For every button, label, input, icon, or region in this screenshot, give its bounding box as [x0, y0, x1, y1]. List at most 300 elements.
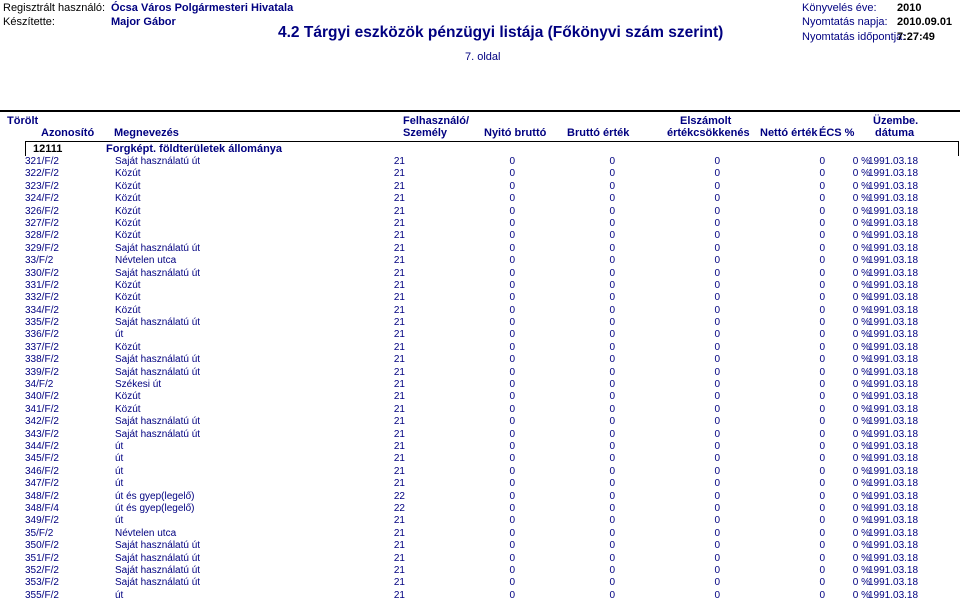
asset-opening-gross: 0: [509, 242, 515, 254]
asset-net: 0: [819, 564, 825, 576]
asset-depreciation: 0: [714, 552, 720, 564]
asset-user: 21: [393, 440, 405, 452]
table-row: [25, 404, 960, 416]
asset-name: Saját használatú út: [115, 156, 201, 167]
group-header: [25, 141, 959, 156]
asset-gross: 0: [609, 217, 615, 229]
table-row: [25, 268, 960, 280]
asset-id: 353/F/2: [25, 577, 59, 589]
col-ecs: ÉCS %: [819, 127, 855, 139]
asset-net: 0: [819, 180, 825, 192]
asset-user: 21: [393, 242, 405, 254]
asset-user: 21: [393, 156, 405, 167]
author-label: Készítette:: [3, 16, 55, 28]
asset-ecs-percent: 0 %: [852, 440, 870, 452]
asset-net: 0: [819, 552, 825, 564]
asset-start-date: 1991.03.18: [868, 440, 919, 452]
asset-depreciation: 0: [714, 329, 720, 341]
asset-id: 330/F/2: [25, 267, 59, 279]
asset-id: 329/F/2: [25, 242, 59, 254]
asset-user: 21: [393, 515, 405, 527]
asset-net: 0: [819, 317, 825, 329]
asset-gross: 0: [609, 416, 615, 428]
asset-id: 343/F/2: [25, 428, 59, 440]
col-deleted: Törölt: [7, 115, 39, 127]
asset-user: 21: [393, 354, 405, 366]
table-row: [25, 193, 960, 205]
asset-gross: 0: [609, 242, 615, 254]
asset-name: Közút: [115, 292, 141, 304]
asset-opening-gross: 0: [509, 552, 515, 564]
asset-start-date: 1991.03.18: [868, 292, 919, 304]
asset-opening-gross: 0: [509, 428, 515, 440]
asset-depreciation: 0: [714, 205, 720, 217]
asset-name: Saját használatú út: [115, 317, 201, 329]
asset-user: 22: [393, 490, 405, 502]
asset-net: 0: [819, 242, 825, 254]
asset-start-date: 1991.03.18: [868, 354, 919, 366]
asset-gross: 0: [609, 440, 615, 452]
asset-name: Közút: [115, 168, 141, 180]
asset-depreciation: 0: [714, 403, 720, 415]
asset-start-date: 1991.03.18: [868, 577, 919, 589]
asset-depreciation: 0: [714, 416, 720, 428]
asset-start-date: 1991.03.18: [868, 453, 919, 465]
asset-gross: 0: [609, 564, 615, 576]
asset-user: 21: [393, 205, 405, 217]
asset-depreciation: 0: [714, 255, 720, 267]
asset-depreciation: 0: [714, 279, 720, 291]
asset-gross: 0: [609, 403, 615, 415]
asset-id: 350/F/2: [25, 540, 59, 552]
registered-user-label: Regisztrált használó:: [3, 2, 106, 14]
asset-gross: 0: [609, 577, 615, 589]
col-start-line2: dátuma: [875, 127, 915, 139]
asset-net: 0: [819, 515, 825, 527]
asset-ecs-percent: 0 %: [852, 267, 870, 279]
asset-opening-gross: 0: [509, 156, 515, 167]
table-row: [25, 156, 960, 168]
table-row: [25, 528, 960, 540]
asset-opening-gross: 0: [509, 341, 515, 353]
table-row: [25, 168, 960, 180]
asset-gross: 0: [609, 329, 615, 341]
asset-opening-gross: 0: [509, 267, 515, 279]
asset-name: Saját használatú út: [115, 577, 201, 589]
asset-ecs-percent: 0 %: [852, 540, 870, 552]
asset-depreciation: 0: [714, 515, 720, 527]
asset-name: Saját használatú út: [115, 540, 201, 552]
asset-depreciation: 0: [714, 540, 720, 552]
asset-opening-gross: 0: [509, 193, 515, 205]
asset-start-date: 1991.03.18: [868, 379, 919, 391]
asset-opening-gross: 0: [509, 354, 515, 366]
table-row: [25, 342, 960, 354]
asset-name: út: [115, 465, 124, 477]
asset-net: 0: [819, 379, 825, 391]
print-date-label: Nyomtatás napja:: [802, 16, 888, 28]
group-code: 12111: [33, 143, 63, 155]
asset-opening-gross: 0: [509, 230, 515, 242]
asset-user: 21: [393, 564, 405, 576]
table-row: [25, 280, 960, 292]
asset-net: 0: [819, 267, 825, 279]
asset-depreciation: 0: [714, 577, 720, 589]
asset-opening-gross: 0: [509, 577, 515, 589]
asset-name: út: [115, 329, 124, 341]
asset-ecs-percent: 0 %: [852, 465, 870, 477]
asset-ecs-percent: 0 %: [852, 403, 870, 415]
asset-opening-gross: 0: [509, 440, 515, 452]
col-net: Nettó érték: [760, 127, 818, 139]
asset-id: 324/F/2: [25, 193, 59, 205]
asset-depreciation: 0: [714, 168, 720, 180]
asset-ecs-percent: 0 %: [852, 366, 870, 378]
asset-id: 326/F/2: [25, 205, 59, 217]
asset-ecs-percent: 0 %: [852, 304, 870, 316]
table-row: [25, 317, 960, 329]
asset-gross: 0: [609, 267, 615, 279]
asset-net: 0: [819, 292, 825, 304]
asset-start-date: 1991.03.18: [868, 267, 919, 279]
asset-gross: 0: [609, 428, 615, 440]
table-row: [25, 540, 960, 552]
asset-start-date: 1991.03.18: [868, 217, 919, 229]
asset-id: 348/F/2: [25, 490, 59, 502]
col-gross: Bruttó érték: [567, 127, 630, 139]
asset-id: 347/F/2: [25, 478, 59, 490]
asset-ecs-percent: 0 %: [852, 490, 870, 502]
group-name: Forgképt. földterületek állománya: [106, 143, 283, 155]
asset-gross: 0: [609, 255, 615, 267]
asset-depreciation: 0: [714, 341, 720, 353]
asset-gross: 0: [609, 478, 615, 490]
asset-net: 0: [819, 193, 825, 205]
asset-user: 22: [393, 502, 405, 514]
asset-id: 349/F/2: [25, 515, 59, 527]
table-row: [25, 491, 960, 503]
asset-depreciation: 0: [714, 242, 720, 254]
asset-ecs-percent: 0 %: [852, 552, 870, 564]
table-row: [25, 367, 960, 379]
asset-depreciation: 0: [714, 391, 720, 403]
asset-net: 0: [819, 416, 825, 428]
asset-start-date: 1991.03.18: [868, 478, 919, 490]
asset-depreciation: 0: [714, 490, 720, 502]
col-name: Megnevezés: [114, 127, 179, 139]
asset-net: 0: [819, 527, 825, 539]
asset-depreciation: 0: [714, 317, 720, 329]
asset-id: 345/F/2: [25, 453, 59, 465]
asset-id: 348/F/4: [25, 502, 59, 514]
asset-opening-gross: 0: [509, 329, 515, 341]
asset-id: 331/F/2: [25, 279, 59, 291]
asset-user: 21: [393, 589, 405, 601]
asset-opening-gross: 0: [509, 515, 515, 527]
table-row: [25, 466, 960, 478]
asset-name: Saját használatú út: [115, 366, 201, 378]
asset-id: 339/F/2: [25, 366, 59, 378]
asset-name: Saját használatú út: [115, 428, 201, 440]
asset-user: 21: [393, 329, 405, 341]
print-time-value: 7:27:49: [897, 31, 935, 43]
asset-opening-gross: 0: [509, 416, 515, 428]
asset-net: 0: [819, 354, 825, 366]
asset-user: 21: [393, 478, 405, 490]
asset-name: Közút: [115, 193, 141, 205]
table-row: [25, 230, 960, 242]
asset-opening-gross: 0: [509, 279, 515, 291]
asset-opening-gross: 0: [509, 453, 515, 465]
asset-net: 0: [819, 403, 825, 415]
asset-gross: 0: [609, 366, 615, 378]
asset-user: 21: [393, 403, 405, 415]
asset-net: 0: [819, 589, 825, 601]
asset-ecs-percent: 0 %: [852, 502, 870, 514]
asset-id: 340/F/2: [25, 391, 59, 403]
asset-opening-gross: 0: [509, 292, 515, 304]
asset-start-date: 1991.03.18: [868, 416, 919, 428]
asset-depreciation: 0: [714, 564, 720, 576]
asset-depreciation: 0: [714, 156, 720, 167]
asset-depreciation: 0: [714, 217, 720, 229]
asset-start-date: 1991.03.18: [868, 279, 919, 291]
asset-ecs-percent: 0 %: [852, 168, 870, 180]
asset-name: út: [115, 440, 124, 452]
table-row: [25, 354, 960, 366]
asset-start-date: 1991.03.18: [868, 527, 919, 539]
asset-name: Közút: [115, 403, 141, 415]
asset-start-date: 1991.03.18: [868, 255, 919, 267]
asset-user: 21: [393, 416, 405, 428]
asset-ecs-percent: 0 %: [852, 292, 870, 304]
asset-start-date: 1991.03.18: [868, 490, 919, 502]
asset-ecs-percent: 0 %: [852, 354, 870, 366]
asset-net: 0: [819, 465, 825, 477]
asset-net: 0: [819, 502, 825, 514]
asset-opening-gross: 0: [509, 217, 515, 229]
asset-opening-gross: 0: [509, 168, 515, 180]
asset-gross: 0: [609, 540, 615, 552]
asset-user: 21: [393, 391, 405, 403]
asset-gross: 0: [609, 341, 615, 353]
asset-name: út és gyep(legelő): [115, 502, 195, 514]
asset-net: 0: [819, 230, 825, 242]
asset-start-date: 1991.03.18: [868, 156, 919, 167]
asset-user: 21: [393, 428, 405, 440]
asset-name: Közút: [115, 304, 141, 316]
table-row: [25, 553, 960, 565]
asset-opening-gross: 0: [509, 304, 515, 316]
year-label: Könyvelés éve:: [802, 2, 877, 14]
registered-user-value: Ócsa Város Polgármesteri Hivatala: [111, 2, 294, 14]
asset-name: Névtelen utca: [115, 527, 177, 539]
table-row: [25, 441, 960, 453]
asset-opening-gross: 0: [509, 180, 515, 192]
asset-start-date: 1991.03.18: [868, 168, 919, 180]
asset-name: Közút: [115, 205, 141, 217]
asset-net: 0: [819, 428, 825, 440]
print-date-value: 2010.09.01: [897, 16, 953, 28]
asset-user: 21: [393, 366, 405, 378]
asset-depreciation: 0: [714, 354, 720, 366]
asset-start-date: 1991.03.18: [868, 552, 919, 564]
col-depreciation-line2: értékcsökkenés: [667, 127, 750, 139]
table-row: [25, 243, 960, 255]
asset-start-date: 1991.03.18: [868, 193, 919, 205]
asset-gross: 0: [609, 490, 615, 502]
asset-name: Közút: [115, 341, 141, 353]
asset-start-date: 1991.03.18: [868, 304, 919, 316]
asset-id: 328/F/2: [25, 230, 59, 242]
asset-net: 0: [819, 490, 825, 502]
asset-user: 21: [393, 230, 405, 242]
table-row: [25, 181, 960, 193]
asset-ecs-percent: 0 %: [852, 317, 870, 329]
asset-ecs-percent: 0 %: [852, 453, 870, 465]
asset-gross: 0: [609, 156, 615, 167]
asset-user: 21: [393, 217, 405, 229]
asset-start-date: 1991.03.18: [868, 391, 919, 403]
asset-ecs-percent: 0 %: [852, 527, 870, 539]
asset-start-date: 1991.03.18: [868, 502, 919, 514]
asset-id: 351/F/2: [25, 552, 59, 564]
asset-ecs-percent: 0 %: [852, 416, 870, 428]
asset-net: 0: [819, 156, 825, 167]
asset-start-date: 1991.03.18: [868, 428, 919, 440]
col-id: Azonosító: [41, 127, 95, 139]
asset-net: 0: [819, 304, 825, 316]
asset-gross: 0: [609, 589, 615, 601]
asset-id: 335/F/2: [25, 317, 59, 329]
asset-id: 341/F/2: [25, 403, 59, 415]
asset-start-date: 1991.03.18: [868, 515, 919, 527]
asset-net: 0: [819, 540, 825, 552]
table-row: [25, 590, 960, 602]
asset-user: 21: [393, 279, 405, 291]
asset-name: út és gyep(legelő): [115, 490, 195, 502]
asset-opening-gross: 0: [509, 564, 515, 576]
asset-start-date: 1991.03.18: [868, 589, 919, 601]
asset-opening-gross: 0: [509, 403, 515, 415]
asset-user: 21: [393, 267, 405, 279]
table-row: [25, 416, 960, 428]
table-row: [25, 515, 960, 527]
asset-opening-gross: 0: [509, 589, 515, 601]
page-number: 7. oldal: [465, 51, 501, 63]
asset-gross: 0: [609, 552, 615, 564]
asset-ecs-percent: 0 %: [852, 589, 870, 601]
asset-start-date: 1991.03.18: [868, 341, 919, 353]
asset-opening-gross: 0: [509, 540, 515, 552]
asset-start-date: 1991.03.18: [868, 540, 919, 552]
asset-net: 0: [819, 217, 825, 229]
asset-ecs-percent: 0 %: [852, 577, 870, 589]
asset-user: 21: [393, 180, 405, 192]
table-row: [25, 565, 960, 577]
asset-id: 33/F/2: [25, 255, 54, 267]
asset-user: 21: [393, 577, 405, 589]
asset-gross: 0: [609, 391, 615, 403]
asset-ecs-percent: 0 %: [852, 428, 870, 440]
asset-id: 322/F/2: [25, 168, 59, 180]
asset-id: 337/F/2: [25, 341, 59, 353]
asset-id: 355/F/2: [25, 589, 59, 601]
asset-depreciation: 0: [714, 267, 720, 279]
asset-opening-gross: 0: [509, 317, 515, 329]
asset-name: Saját használatú út: [115, 242, 201, 254]
asset-id: 332/F/2: [25, 292, 59, 304]
asset-depreciation: 0: [714, 180, 720, 192]
asset-net: 0: [819, 478, 825, 490]
asset-name: Saját használatú út: [115, 267, 201, 279]
asset-user: 21: [393, 292, 405, 304]
asset-id: 342/F/2: [25, 416, 59, 428]
asset-depreciation: 0: [714, 478, 720, 490]
table-row: [25, 453, 960, 465]
col-opening-gross: Nyitó bruttó: [484, 127, 547, 139]
asset-table: [25, 156, 960, 602]
asset-gross: 0: [609, 527, 615, 539]
asset-name: út: [115, 478, 124, 490]
asset-opening-gross: 0: [509, 391, 515, 403]
asset-net: 0: [819, 577, 825, 589]
asset-depreciation: 0: [714, 292, 720, 304]
col-user-line1: Felhasználó/: [403, 115, 470, 127]
asset-user: 21: [393, 540, 405, 552]
asset-net: 0: [819, 329, 825, 341]
asset-user: 21: [393, 341, 405, 353]
asset-depreciation: 0: [714, 366, 720, 378]
col-start-line1: Üzembe.: [873, 115, 919, 127]
asset-ecs-percent: 0 %: [852, 217, 870, 229]
asset-opening-gross: 0: [509, 205, 515, 217]
asset-ecs-percent: 0 %: [852, 230, 870, 242]
asset-id: 344/F/2: [25, 440, 59, 452]
asset-name: Saját használatú út: [115, 564, 201, 576]
asset-depreciation: 0: [714, 304, 720, 316]
asset-user: 21: [393, 304, 405, 316]
table-row: [25, 503, 960, 515]
asset-start-date: 1991.03.18: [868, 564, 919, 576]
asset-ecs-percent: 0 %: [852, 156, 870, 167]
asset-start-date: 1991.03.18: [868, 329, 919, 341]
asset-net: 0: [819, 255, 825, 267]
asset-id: 35/F/2: [25, 527, 54, 539]
asset-name: út: [115, 453, 124, 465]
asset-gross: 0: [609, 379, 615, 391]
asset-depreciation: 0: [714, 428, 720, 440]
table-row: [25, 255, 960, 267]
asset-gross: 0: [609, 205, 615, 217]
asset-depreciation: 0: [714, 193, 720, 205]
asset-net: 0: [819, 279, 825, 291]
asset-opening-gross: 0: [509, 255, 515, 267]
asset-depreciation: 0: [714, 453, 720, 465]
asset-ecs-percent: 0 %: [852, 279, 870, 291]
asset-opening-gross: 0: [509, 465, 515, 477]
asset-depreciation: 0: [714, 440, 720, 452]
asset-name: Közút: [115, 279, 141, 291]
asset-id: 334/F/2: [25, 304, 59, 316]
asset-ecs-percent: 0 %: [852, 379, 870, 391]
asset-user: 21: [393, 317, 405, 329]
asset-gross: 0: [609, 180, 615, 192]
asset-ecs-percent: 0 %: [852, 205, 870, 217]
asset-gross: 0: [609, 193, 615, 205]
asset-id: 34/F/2: [25, 379, 54, 391]
asset-start-date: 1991.03.18: [868, 230, 919, 242]
